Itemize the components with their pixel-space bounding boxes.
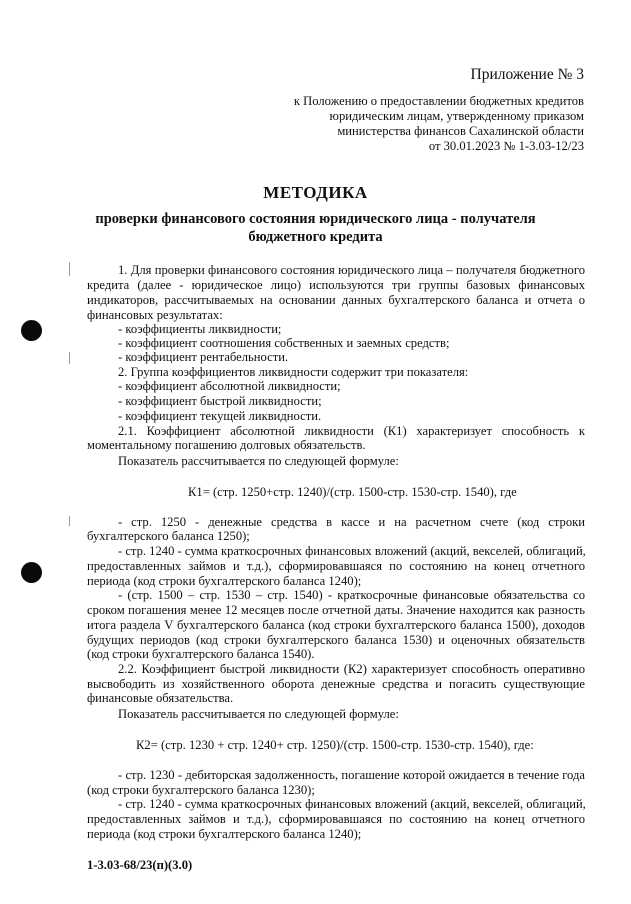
definition-line: - стр. 1230 - дебиторская задолженность, погашение которой ожидается в течение года	[118, 768, 585, 782]
liquidity-item: - коэффициент быстрой ликвидности;	[118, 394, 322, 408]
definition-line: (код строки бухгалтерского баланса 1230);	[87, 783, 315, 797]
scan-mark	[69, 516, 70, 526]
formula-k1: К1= (стр. 1250+стр. 1240)/(стр. 1500-стр. 1530-стр. 1540), где	[188, 485, 517, 499]
document-code: 1-3.03-68/23(п)(3.0)	[87, 858, 193, 872]
document-title: МЕТОДИКА	[263, 183, 368, 202]
definition-line: (код строки бухгалтерского баланса 1540).	[87, 647, 315, 661]
paragraph-2-2-line: 2.2. Коэффициент быстрой ликвидности (К2) характеризует способность оперативно	[118, 662, 585, 676]
paragraph-2-1-line: моментальному погашению долговых обязательств.	[87, 438, 366, 452]
definition-line: предоставленных займов и т.д.), сформировавшаяся по состоянию на конец отчетного	[87, 812, 585, 826]
definition-line: - стр. 1250 - денежные средства в кассе и на расчетном счете (код строки	[118, 515, 585, 529]
definition-line: периода (код строки бухгалтерского баланса 1240);	[87, 574, 362, 588]
appendix-label: Приложение № 3	[470, 66, 584, 83]
paragraph-2-1-line: 2.1. Коэффициент абсолютной ликвидности (К1) характеризует способность к	[118, 424, 585, 438]
paragraph-2: 2. Группа коэффициентов ликвидности содержит три показателя:	[118, 365, 469, 379]
paragraph-2-2-line: финансовые обязательства.	[87, 691, 234, 705]
reference-line: к Положению о предоставлении бюджетных кредитов	[293, 94, 584, 108]
paragraph-1-line: финансовых результатах:	[87, 308, 223, 322]
subtitle-line: бюджетного кредита	[248, 229, 383, 245]
indicator-group-item: - коэффициент соотношения собственных и заемных средств;	[118, 336, 450, 350]
punch-hole-bottom	[21, 562, 42, 583]
indicator-group-item: - коэффициент рентабельности.	[118, 350, 289, 364]
definition-line: бухгалтерского баланса 1250);	[87, 529, 250, 543]
liquidity-item: - коэффициент абсолютной ликвидности;	[118, 379, 341, 393]
paragraph-1-line: 1. Для проверки финансового состояния юридического лица – получателя бюджетного	[118, 263, 585, 277]
formula-k2: К2= (стр. 1230 + стр. 1240+ стр. 1250)/(стр. 1500-стр. 1530-стр. 1540), где:	[136, 738, 534, 752]
formula-intro: Показатель рассчитывается по следующей формуле:	[118, 707, 399, 721]
reference-line: от 30.01.2023 № 1-3.03-12/23	[428, 139, 584, 153]
paragraph-1-line: кредита (далее - юридическое лицо) используются три группы базовых финансовых	[87, 278, 585, 292]
reference-line: юридическим лицам, утвержденному приказом	[329, 109, 584, 123]
appendix-reference	[294, 94, 584, 154]
definition-line: периода (код строки бухгалтерского баланса 1240);	[87, 827, 362, 841]
definition-line: итога раздела V бухгалтерского баланса (код строки бухгалтерского баланса 1500), доходов	[87, 618, 585, 632]
subtitle-line: проверки финансового состояния юридического лица - получателя	[95, 211, 536, 227]
scan-mark	[69, 262, 70, 276]
definition-line: предоставленных займов и т.д.), сформировавшаяся по состоянию на конец отчетного	[87, 559, 585, 573]
definition-line: - стр. 1240 - сумма краткосрочных финансовых вложений (акций, векселей, облигаций,	[118, 797, 586, 811]
paragraph-1-line: индикаторов, рассчитываемых на основании данных бухгалтерского баланса и отчета о	[87, 293, 585, 307]
liquidity-item: - коэффициент текущей ликвидности.	[118, 409, 322, 423]
document-subtitle	[0, 210, 631, 246]
definition-line: - стр. 1240 - сумма краткосрочных финансовых вложений (акций, векселей, облигаций,	[118, 544, 586, 558]
scan-mark	[69, 352, 70, 364]
punch-hole-top	[21, 320, 42, 341]
formula-intro: Показатель рассчитывается по следующей формуле:	[118, 454, 399, 468]
indicator-group-item: - коэффициенты ликвидности;	[118, 322, 282, 336]
definition-line: - (стр. 1500 – стр. 1530 – стр. 1540) - краткосрочные финансовые обязательства со	[118, 588, 585, 602]
paragraph-2-2-line: высвободить из хозяйственного оборота денежные средства и погасить существующие	[87, 677, 585, 691]
definition-line: сроком погашения менее 12 месяцев после отчетной даты. Значение находится как разность	[87, 603, 585, 617]
reference-line: министерства финансов Сахалинской области	[337, 124, 584, 138]
definition-line: будущих периодов (код строки бухгалтерского баланса 1530) и оценочных обязательств	[87, 633, 585, 647]
